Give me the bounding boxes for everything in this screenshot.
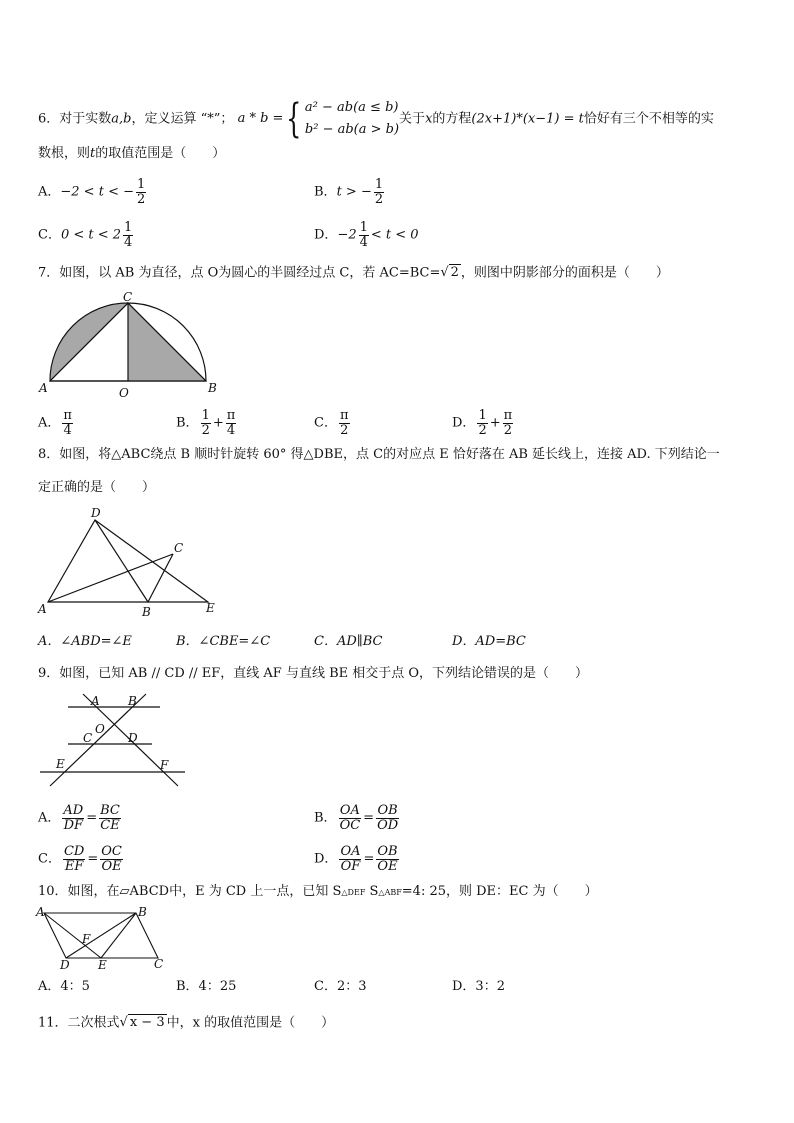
option-math: −2 [337, 227, 357, 243]
q7-label-c: C [123, 290, 133, 304]
q7-stem [38, 263, 669, 284]
q6-option-b[interactable] [314, 178, 386, 206]
q10-parallelogram: ▱ABCD [119, 884, 170, 899]
q10-label-d: D [60, 958, 70, 972]
q10-subscript: △ABF [378, 888, 402, 897]
fraction: $\frac{OA}{OF}$ [340, 844, 361, 874]
q8-label-b: B [142, 605, 151, 619]
q10-label-a: A [36, 905, 45, 919]
q10-text: 中，E 为 CD 上一点，已知 S [169, 884, 342, 899]
q8-label-d: D [91, 506, 101, 520]
option-label: C． [38, 851, 61, 867]
option-label: D． [452, 415, 476, 431]
fraction: $\frac{OA}{OC}$ [339, 803, 361, 833]
q6-lhs: a * b = [237, 111, 284, 126]
q7-option-b[interactable] [176, 409, 238, 437]
fraction: $\frac{1}{2}$ [478, 408, 487, 438]
q6-vars: a,b [111, 111, 132, 127]
q6-option-c[interactable] [38, 221, 135, 249]
q9-label-o: O [95, 722, 105, 736]
option-text: B．∠CBE=∠C [176, 634, 271, 649]
q9-stem: 9．如图，已知 AB // CD // EF，直线 AF 与直线 BE 相交于点 O，下列结论错误的是（ ） [38, 666, 589, 681]
q6-text: 数根，则 [38, 146, 91, 161]
sqrt: √ x − 3 [119, 1015, 165, 1030]
q8-stem-line2: 定正确的是（ ） [38, 480, 156, 495]
option-text: D．AD=BC [452, 634, 526, 649]
option-label: A． [38, 810, 61, 826]
fraction: $\frac{OB}{OE}$ [377, 844, 398, 874]
brace-icon: { [286, 96, 302, 142]
q6-case1: a² − ab(a ≤ b) [304, 100, 399, 115]
q9-option-b[interactable] [314, 804, 401, 832]
q6-var-x: x [425, 111, 433, 127]
q6-cases [305, 97, 399, 141]
equals-sign: = [87, 851, 99, 867]
q7-text: 7．如图，以 AB 为直径，点 O为圆心的半圆经过点 C，若 AC=BC= [38, 265, 441, 281]
option-label: D． [314, 227, 338, 243]
q8-option-c[interactable] [314, 632, 383, 652]
q9-label-e: E [56, 757, 65, 771]
fraction: $\frac{OC}{OE}$ [101, 844, 122, 874]
fraction: $\frac{1}{4}$ [124, 220, 133, 250]
fraction: $\frac{\pi}{4}$ [63, 408, 72, 438]
plus-sign: + [212, 415, 224, 431]
option-math: 0 < t < 2 [60, 227, 122, 243]
q8-label-a: A [38, 602, 47, 616]
plus-sign: + [489, 415, 501, 431]
fraction: $\frac{\pi}{2}$ [503, 408, 513, 438]
q7-label-a: A [39, 381, 48, 395]
q6-operation-definition [238, 97, 399, 141]
q11-stem [38, 1013, 334, 1034]
q6-stem-line1 [38, 97, 714, 141]
q6-stem-line2 [38, 144, 225, 164]
option-label: B． [176, 415, 199, 431]
q8-stem-line1: 8．如图，将△ABC绕点 B 顺时针旋转 60° 得△DBE，点 C的对应点 E 恰好落在 AB 延长线上，连接 AD. 下列结论一 [38, 447, 720, 462]
q11-text: 11．二次根式 [38, 1015, 120, 1031]
sqrt: √ 2 [440, 265, 459, 280]
q9-figure [38, 690, 188, 790]
q6-text: 恰好有三个不相等的实 [583, 111, 714, 127]
q6-var-t: t [90, 146, 96, 161]
q7-label-b: B [208, 381, 217, 395]
fraction: $\frac{1}{2}$ [201, 408, 210, 438]
q10-option-d[interactable]: D．3：2 [452, 979, 505, 994]
equals-sign: = [86, 810, 98, 826]
q8-option-b[interactable] [176, 632, 270, 652]
option-label: A． [38, 184, 61, 200]
q10-label-f: F [82, 932, 91, 946]
q6-case2: b² − ab(a > b) [304, 122, 400, 137]
q9-option-d[interactable] [314, 845, 401, 873]
option-label: A． [38, 415, 61, 431]
q6-text: 关于 [399, 111, 426, 127]
option-text: A．∠ABD=∠E [38, 634, 132, 649]
q7-text: ，则图中阴影部分的面积是（ ） [460, 265, 669, 281]
option-label: C． [38, 227, 61, 243]
fraction: $\frac{\pi}{4}$ [226, 408, 236, 438]
q6-equation: (2x+1)*(x−1) = t [471, 111, 584, 127]
q7-option-a[interactable] [38, 409, 75, 437]
q9-label-d: D [128, 731, 138, 745]
q6-text: ，定义运算 “*”； [131, 111, 234, 127]
equals-sign: = [363, 810, 375, 826]
q6-option-d[interactable] [314, 221, 419, 249]
q10-option-b[interactable]: B．4：25 [176, 979, 237, 994]
option-text: C．AD∥BC [314, 634, 383, 649]
q10-stem [38, 882, 598, 903]
q9-label-b: B [128, 694, 137, 708]
equals-sign: = [363, 851, 375, 867]
q10-option-c[interactable]: C．2：3 [314, 979, 367, 994]
q6-text: 的取值范围是（ ） [95, 146, 226, 161]
q6-text: 的方程 [432, 111, 472, 127]
q7-option-c[interactable] [314, 409, 352, 437]
q8-option-a[interactable] [38, 632, 132, 652]
q11-text: 中，x 的取值范围是（ ） [166, 1015, 335, 1031]
fraction: $\frac{\pi}{2}$ [339, 408, 349, 438]
q10-label-b: B [138, 905, 147, 919]
q10-figure [36, 906, 166, 972]
q8-label-e: E [206, 601, 215, 615]
q8-label-c: C [174, 541, 184, 555]
option-label: C． [314, 415, 337, 431]
fraction: $\frac{AD}{DF}$ [63, 803, 84, 833]
q10-text: 10．如图，在 [38, 884, 120, 899]
q10-text: S [365, 884, 379, 899]
q6-option-a[interactable] [38, 178, 148, 206]
q10-label-e: E [98, 958, 107, 972]
q9-label-a: A [91, 694, 100, 708]
fraction: $\frac{1}{2}$ [137, 177, 146, 207]
fraction: $\frac{OB}{OD}$ [377, 803, 399, 833]
fraction: $\frac{1}{4}$ [359, 220, 368, 250]
option-label: B． [314, 810, 337, 826]
q9-label-f: F [160, 758, 169, 772]
q6-text: 6．对于实数 [38, 111, 112, 127]
q10-label-c: C [154, 957, 164, 971]
q10-subscript: △DEF [341, 888, 366, 897]
fraction: $\frac{CD}{EF}$ [63, 844, 85, 874]
q8-option-d[interactable] [452, 632, 526, 652]
q7-option-d[interactable] [452, 409, 515, 437]
option-label: D． [314, 851, 338, 867]
option-math: < t < 0 [370, 227, 419, 243]
q8-figure [38, 506, 223, 618]
option-math: −2 < t < − [60, 184, 134, 200]
q7-label-o: O [119, 386, 129, 400]
q10-text: =4: 25，则 DE：EC 为（ ） [401, 884, 598, 899]
option-label: B． [314, 184, 337, 200]
q10-option-a[interactable]: A．4：5 [38, 979, 90, 994]
fraction: $\frac{BC}{CE}$ [100, 803, 120, 833]
option-math: t > − [336, 184, 372, 200]
q9-label-c: C [83, 731, 93, 745]
fraction: $\frac{1}{2}$ [374, 177, 384, 207]
q7-figure [38, 292, 223, 400]
q9-option-a[interactable] [38, 804, 123, 832]
q9-option-c[interactable] [38, 845, 125, 873]
